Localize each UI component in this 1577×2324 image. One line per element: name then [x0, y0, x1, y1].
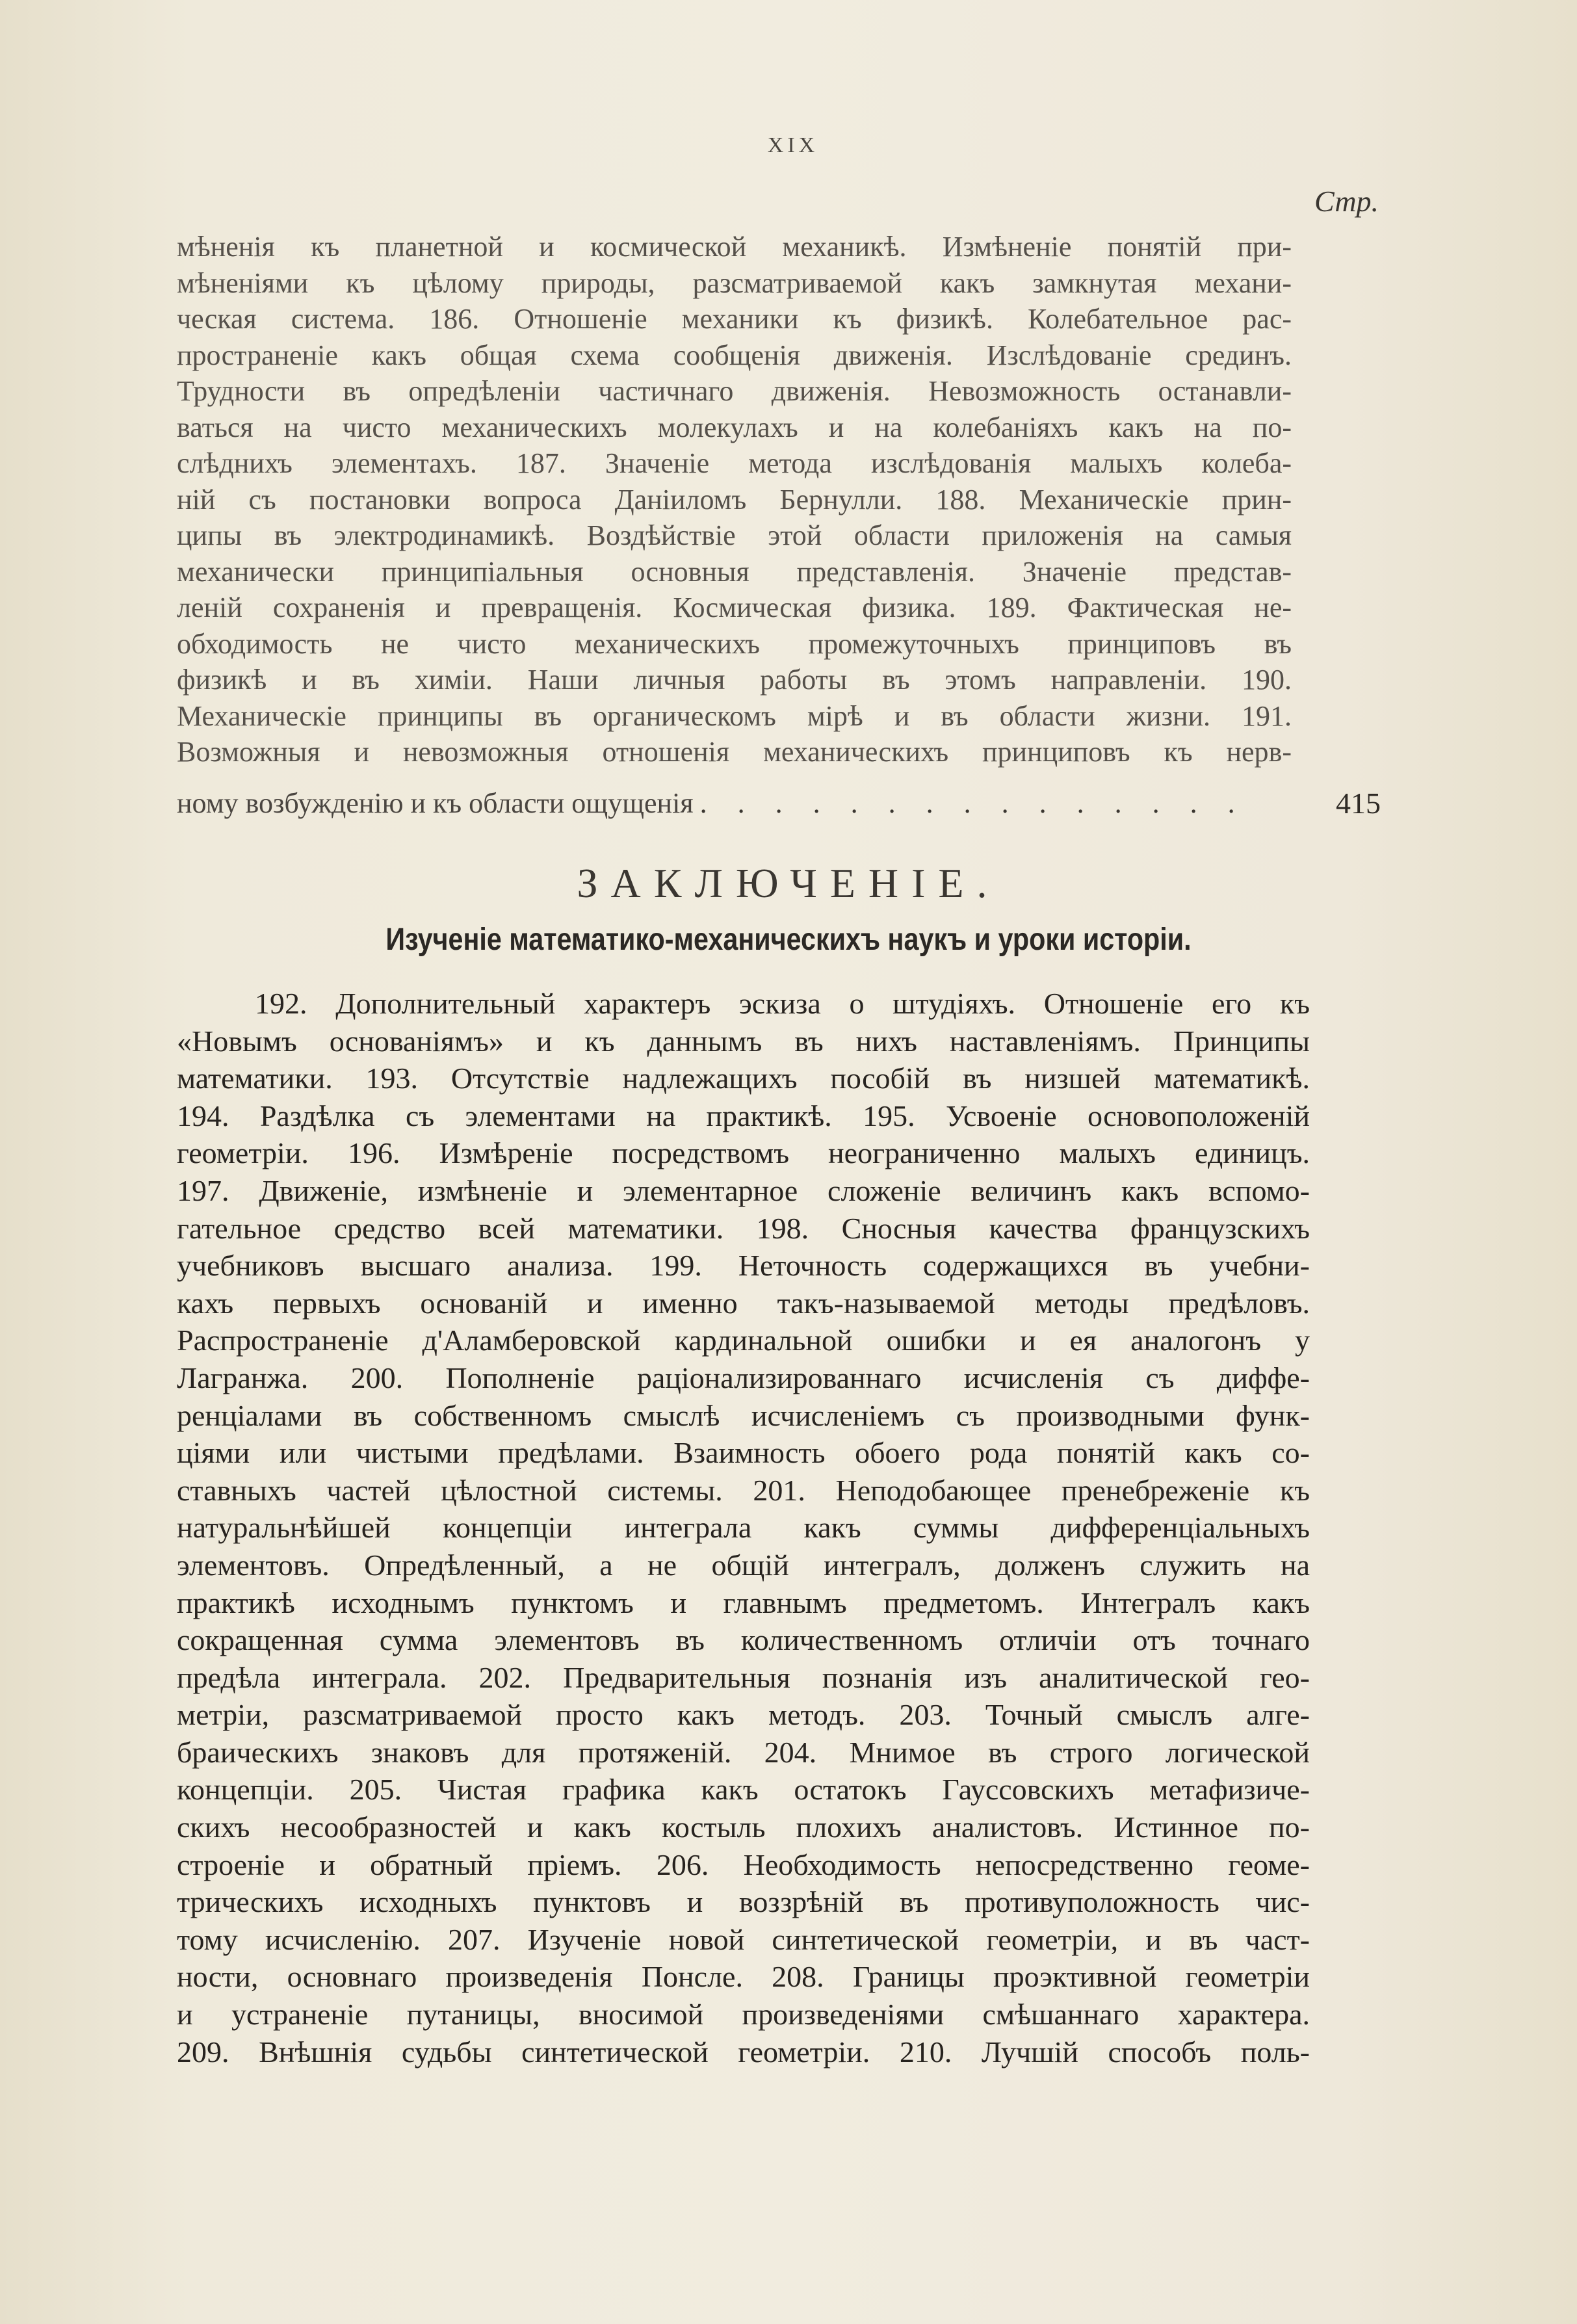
body-line: трическихъ исходныхъ пунктовъ и воззрѣній въ противуположность чис- [177, 1885, 1310, 1919]
body-line: Распространеніе д'Аламберовской кардинальной ошибки и ея аналогонъ у [177, 1324, 1310, 1357]
toc-line: ципы въ электродинамикѣ. Воздѣйствіе этой области приложенія на самыя [177, 519, 1292, 551]
dot-leader: . . . . . . . . . . . . . . . [699, 787, 1247, 819]
toc-continuation [177, 229, 1292, 770]
body-line: предѣла интеграла. 202. Предварительныя познанія изъ аналитической гео- [177, 1660, 1310, 1694]
body-line: учебниковъ высшаго анализа. 199. Неточность содержащихся въ учебни- [177, 1249, 1310, 1283]
toc-line: ческая система. 186. Отношеніе механики къ физикѣ. Колебательное рас- [177, 303, 1292, 335]
toc-line: ній съ постановки вопроса Даніиломъ Бернулли. 188. Механическіе прин- [177, 483, 1292, 516]
body-line: практикѣ исходнымъ пунктомъ и главнымъ предметомъ. Интегралъ какъ [177, 1586, 1310, 1619]
body-line: 209. Внѣшнія судьбы синтетической геометріи. 210. Лучшій способъ поль- [177, 2035, 1310, 2069]
body-line: геометріи. 196. Измѣреніе посредствомъ неограниченно малыхъ единицъ. [177, 1136, 1310, 1170]
body-line: кахъ первыхъ основаній и именно такъ-называемой методы предѣловъ. [177, 1286, 1310, 1320]
body-line: ціями или чистыми предѣлами. Взаимность обоего рода понятій какъ со- [177, 1436, 1310, 1470]
section-subtitle: Изученіе математико-механическихъ наукъ и уроки исторіи. [385, 922, 1192, 957]
toc-line: механически принципіальныя основныя представленія. Значеніе представ- [177, 555, 1292, 588]
toc-line: пространеніе какъ общая схема сообщенія движенія. Изслѣдованіе срединъ. [177, 339, 1292, 371]
toc-line: мѣненія къ планетной и космической механикѣ. Измѣненіе понятій при- [177, 231, 1292, 263]
body-line: 197. Движеніе, измѣненіе и элементарное сложеніе величинъ какъ вспомо- [177, 1173, 1310, 1207]
body-line: браическихъ знаковъ для протяженій. 204. Мнимое въ строго логической [177, 1735, 1310, 1769]
body-line: 194. Раздѣлка съ элементами на практикѣ. 195. Усвоеніе основоположеній [177, 1099, 1310, 1132]
body-line: тому исчисленію. 207. Изученіе новой синтетической геометріи, и въ част- [177, 1922, 1310, 1956]
body-line: концепціи. 205. Чистая графика какъ остатокъ Гауссовскихъ метафизиче- [177, 1773, 1310, 1807]
toc-line: Механическіе принципы въ органическомъ мірѣ и въ области жизни. 191. [177, 699, 1292, 732]
toc-last-line [177, 785, 1295, 821]
body-line: и устраненіе путаницы, вносимой произведеніями смѣшаннаго характера. [177, 1998, 1310, 2031]
toc-last-line-text: ному возбужденію и къ области ощущенія [177, 787, 694, 819]
toc-line: мѣненіями къ цѣлому природы, разсматриваемой какъ замкнутая механи- [177, 267, 1292, 299]
page-column-label: Стр. [1314, 185, 1379, 218]
body-line: метріи, разсматриваемой просто какъ методъ. 203. Точный смыслъ алге- [177, 1698, 1310, 1732]
body-line: «Новымъ основаніямъ» и къ даннымъ въ нихъ наставленіямъ. Принципы [177, 1024, 1310, 1058]
toc-line: Возможныя и невозможныя отношенія механическихъ принциповъ къ нерв- [177, 736, 1292, 768]
body-line: ренціалами въ собственномъ смыслѣ исчисленіемъ съ производными функ- [177, 1398, 1310, 1432]
body-line: натуральнѣйшей концепціи интеграла какъ суммы дифференціальныхъ [177, 1511, 1310, 1545]
toc-line: Трудности въ опредѣленіи частичнаго движенія. Невозможность останавли- [177, 375, 1292, 407]
body-line: ставныхъ частей цѣлостной системы. 201. Неподобающее пренебреженіе къ [177, 1473, 1310, 1507]
toc-line: обходимость не чисто механическихъ промежуточныхъ принциповъ въ [177, 627, 1292, 660]
toc-line: слѣднихъ элементахъ. 187. Значеніе метода изслѣдованія малыхъ колеба- [177, 447, 1292, 479]
body-line: строеніе и обратный пріемъ. 206. Необходимость непосредственно геоме- [177, 1847, 1310, 1881]
toc-line: леній сохраненія и превращенія. Космическая физика. 189. Фактическая не- [177, 592, 1292, 623]
body-line: гательное средство всей математики. 198. Сносныя качества французскихъ [177, 1211, 1310, 1245]
body-line: математики. 193. Отсутствіе надлежащихъ пособій въ низшей математикѣ. [177, 1062, 1310, 1095]
body-line: сокращенная сумма элементовъ въ количественномъ отличіи отъ точнаго [177, 1623, 1310, 1657]
body-line: скихъ несообразностей и какъ костыль плохихъ аналистовъ. Истинное по- [177, 1810, 1310, 1844]
toc-line: ваться на чисто механическихъ молекулахъ и на колебаніяхъ какъ на по- [177, 411, 1292, 443]
body-line: элементовъ. Опредѣленный, а не общій интегралъ, долженъ служить на [177, 1548, 1310, 1582]
body-line: Лагранжа. 200. Пополненіе раціонализированнаго исчисленія съ диффе- [177, 1361, 1310, 1394]
section-body [177, 985, 1310, 2070]
toc-line: физикѣ и въ химіи. Наши личныя работы въ этомъ направленіи. 190. [177, 664, 1292, 696]
body-line: 192. Дополнительный характеръ эскиза о штудіяхъ. Отношеніе его къ [255, 987, 1310, 1020]
toc-page-number: 415 [1336, 787, 1381, 820]
body-line: ности, основнаго произведенія Понсле. 208. Границы проэктивной геометріи [177, 1960, 1310, 1994]
running-head: XIX [767, 133, 819, 157]
section-title: ЗАКЛЮЧЕНІЕ. [577, 860, 1000, 906]
